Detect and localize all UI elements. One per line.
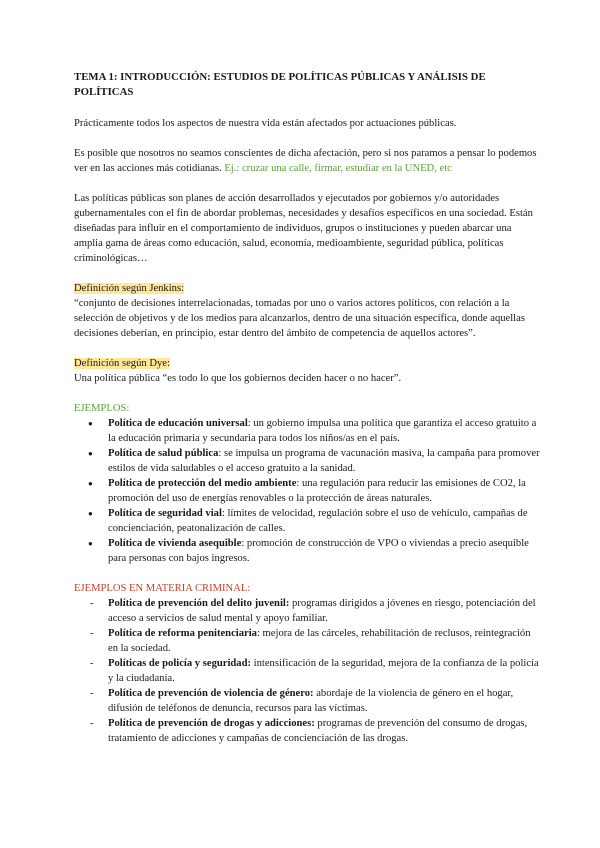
list-item [74,656,540,686]
definition-jenkins-label: Definición según Jenkins: [74,283,185,294]
intro-paragraph-1: Prácticamente todos los aspectos de nuestra vida están afectados por actuaciones públicas. [74,118,457,129]
list-item-text: programas de prevención del consumo de drogas, tratamiento de adicciones y campañas de concienciación de las drogas. [108,718,528,744]
examples-list [74,416,540,566]
list-item-bold: Políticas de policía y seguridad: [108,658,252,669]
list-item-text: : promoción de construcción de VPO o viviendas a precio asequible para personas con bajos ingresos. [108,538,529,564]
definition-jenkins-text: “conjunto de decisiones interrelacionadas, tomadas por uno o varios actores políticos, con relación a la selección de objetivos y de los medios para alcanzarlos, dentro de una situación específica, donde aquellas decisiones deberían, en principio, estar dentro del ámbito de competencia de aquellos actores”. [74,298,525,339]
list-item-text: intensificación de la seguridad, mejora de la confianza de la policía y la ciudadanía. [108,658,539,684]
definition-dye-label: Definición según Dye: [74,358,170,369]
examples-heading: EJEMPLOS: [74,403,130,414]
list-item-text: : una regulación para reducir las emisiones de CO2, la promoción del uso de energías renovables o la protección de áreas naturales. [108,478,526,504]
list-item-text: : límites de velocidad, regulación sobre el uso de vehículo, campañas de concienciación, peatonalización de calles. [108,508,528,534]
list-item [74,596,540,626]
list-item-bold: Política de prevención de drogas y adicciones: [108,718,315,729]
list-item-text: : un gobierno impulsa una política que garantiza el acceso gratuito a la educación primaria y secundaria para todos los niños/as en el país. [108,418,537,444]
list-item-bold: Política de prevención del delito juvenil: [108,598,290,609]
list-item [74,446,540,476]
list-item [74,626,540,656]
page-title: TEMA 1: INTRODUCCIÓN: ESTUDIOS DE POLÍTICAS PÚBLICAS Y ANÁLISIS DE POLÍTICAS [74,71,486,98]
definition-dye-text: Una política pública “es todo lo que los gobiernos deciden hacer o no hacer”. [74,373,402,384]
intro-paragraph-3: Las políticas públicas son planes de acción desarrollados y ejecutados por gobiernos y/o autoridades gubernamentales con el fin de abordar problemas, necesidades y desafíos específicos en una sociedad. Están diseñadas para influir en el comportamiento de individuos, grupos o instituciones y pueden abarcar una amplia gama de áreas como educación, salud, economía, medioambiente, seguridad pública, políticas criminológicas… [74,193,533,264]
list-item-bold: Política de educación universal [108,418,248,429]
list-item-text: programas dirigidos a jóvenes en riesgo, potenciación del acceso a servicios de salud mental y apoyo familiar. [108,598,536,624]
definition-jenkins [74,281,540,341]
list-item-bold: Política de prevención de violencia de género: [108,688,314,699]
list-item [74,686,540,716]
list-item-text: : mejora de las cárceles, rehabilitación de reclusos, reintegración en la sociedad. [108,628,531,654]
criminal-examples-heading: EJEMPLOS EN MATERIA CRIMINAL: [74,583,251,594]
list-item-bold: Política de protección del medio ambiente [108,478,297,489]
definition-dye [74,356,540,386]
list-item [74,416,540,446]
intro-example: Ej.: cruzar una calle, firmar, estudiar en la UNED, etc [224,163,452,174]
list-item-bold: Política de salud pública [108,448,219,459]
list-item-bold: Política de vivienda asequible [108,538,242,549]
list-item-text: : se impulsa un programa de vacunación masiva, la campaña para promover estilos de vida saludables o el acceso gratuito a la sanidad. [108,448,540,474]
intro-paragraph-2 [74,146,540,176]
list-item [74,536,540,566]
list-item [74,716,540,746]
criminal-examples-list [74,596,540,746]
list-item-bold: Política de seguridad vial [108,508,222,519]
intro-paragraph-2-text: Es posible que nosotros no seamos conscientes de dicha afectación, pero si nos paramos a pensar lo podemos ver en las acciones más cotidianas. [74,148,537,174]
list-item [74,476,540,506]
list-item-bold: Política de reforma penitenciaria [108,628,257,639]
list-item [74,506,540,536]
list-item-text: abordaje de la violencia de género en el hogar, difusión de teléfonos de denuncia, recursos para las víctimas. [108,688,514,714]
